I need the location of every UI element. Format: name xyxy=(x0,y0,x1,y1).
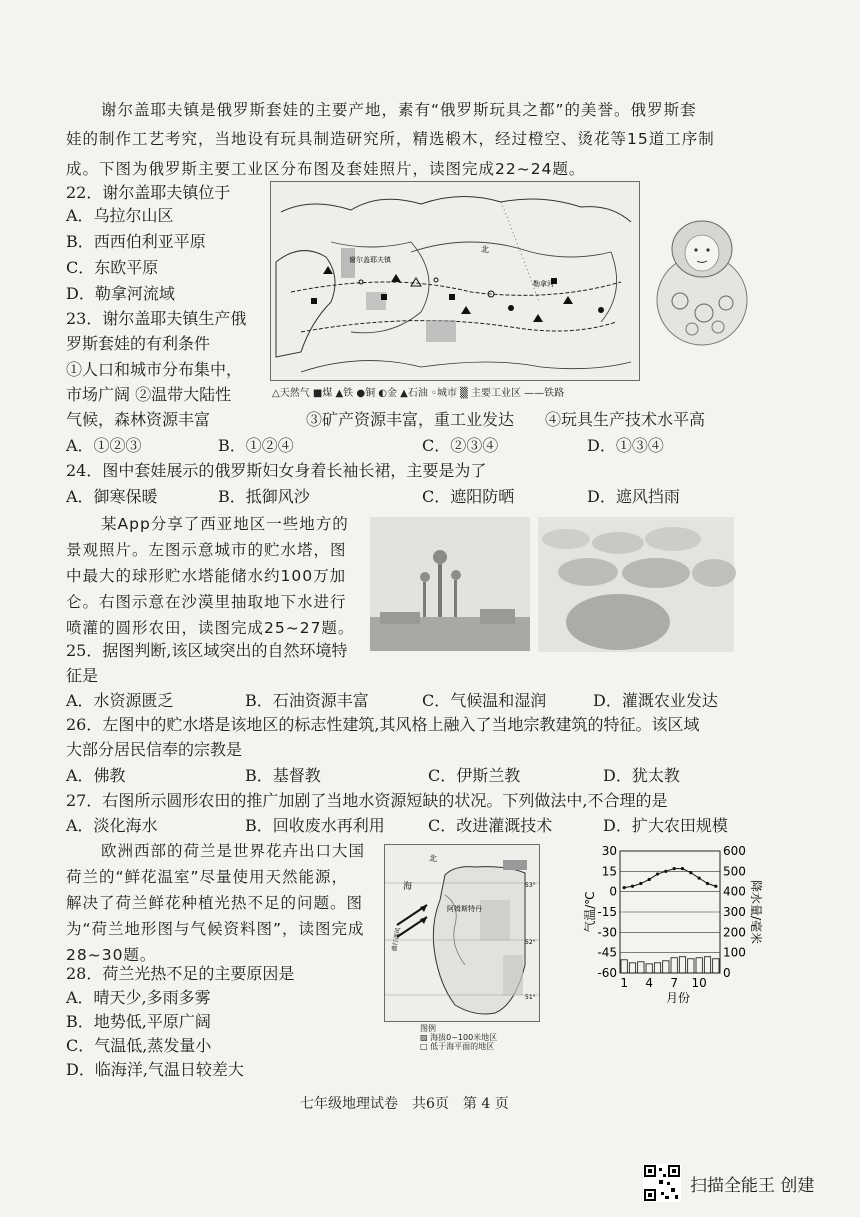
intro2-line-2: 景观照片。左图示意城市的贮水塔，图 xyxy=(66,541,347,559)
intro2-line-3: 中最大的球形贮水塔能储水约100万加 xyxy=(66,567,347,585)
y-axis-label: 气温/℃ xyxy=(583,891,597,933)
q22-option-b[interactable]: B．西西伯利亚平原 xyxy=(66,232,206,251)
precip-bar xyxy=(704,957,710,973)
y-right-axis-label: 降水量/毫米 xyxy=(749,879,763,945)
island-shape xyxy=(503,860,527,870)
y-right-tick-label: 600 xyxy=(723,844,746,858)
town-label: 谢尔盖耶夫镇 xyxy=(349,256,391,264)
q23-stem-2: 罗斯套娃的有利条件 xyxy=(66,334,211,353)
q23-option-d[interactable]: D．①③④ xyxy=(587,436,664,455)
nl-sea-label: 海 xyxy=(403,882,413,892)
intro3-line-3: 解决了荷兰鲜花种植光热不足的问题。图 xyxy=(66,894,364,912)
nl-lat-53: 53° xyxy=(525,882,536,889)
temperature-point xyxy=(648,878,651,881)
x-axis-label: 月份 xyxy=(665,991,691,1005)
q22-option-a[interactable]: A．乌拉尔山区 xyxy=(66,206,174,225)
q23-choice-4: ④玩具生产技术水平高 xyxy=(545,410,706,429)
precip-bar xyxy=(713,959,719,973)
temperature-point xyxy=(631,885,634,888)
x-tick-label: 10 xyxy=(691,976,707,990)
temperature-point xyxy=(698,877,701,880)
y-tick-label: -60 xyxy=(597,966,617,980)
temperature-point xyxy=(656,872,659,875)
qr-code-icon xyxy=(643,1164,681,1202)
north-label: 北 xyxy=(481,245,489,254)
nl-legend-1: ▨ 海拔0~100米地区 xyxy=(420,1033,498,1042)
russia-industry-map xyxy=(270,181,640,381)
lena-river-label: 勒拿河 xyxy=(533,280,554,288)
y-right-tick-label: 200 xyxy=(723,925,746,940)
precip-bar xyxy=(646,964,652,973)
nl-north-label: 北 xyxy=(429,854,437,863)
precip-bar xyxy=(696,958,702,973)
y-tick-label: 30 xyxy=(601,844,617,858)
industry-zone xyxy=(426,320,456,342)
q23-stem-1: 23．谢尔盖耶夫镇生产俄 xyxy=(66,309,247,328)
precip-bar xyxy=(621,960,627,973)
nl-wind-label: 盛行西风 xyxy=(390,927,403,952)
q23-option-c[interactable]: C．②③④ xyxy=(422,436,499,455)
y-tick-label: 0 xyxy=(609,884,617,899)
y-right-tick-label: 300 xyxy=(723,905,746,919)
nl-lat-51: 51° xyxy=(525,994,536,1001)
page-footer: 七年级地理试卷 共6页 第 4 页 xyxy=(300,1096,509,1112)
x-tick-label: 4 xyxy=(645,976,653,990)
y-tick-label: 15 xyxy=(601,864,617,879)
q24-option-c[interactable]: C．遮阳防晒 xyxy=(422,487,515,506)
y-right-tick-label: 100 xyxy=(723,945,746,960)
y-tick-label: -15 xyxy=(597,905,617,919)
intro2-line-5: 喷灌的圆形农田，读图完成25~27题。 xyxy=(66,619,355,637)
y-tick-label: -30 xyxy=(597,925,617,940)
q23-choice-1b: 市场广阔 ②温带大陆性 xyxy=(66,385,232,404)
q26-option-d[interactable]: D．犹太教 xyxy=(603,766,680,785)
nl-lat-52: 52° xyxy=(525,939,536,946)
q28-option-d[interactable]: D．临海洋,气温日较差大 xyxy=(66,1060,244,1079)
precip-bar xyxy=(679,957,685,973)
q27-stem: 27．右图所示圆形农田的推广加剧了当地水资源短缺的状况。下列做法中,不合理的是 xyxy=(66,791,668,810)
intro-line-2: 娃的制作工艺考究，当地设有玩具制造研究所，精选椴木，经过橙空、烫花等15道工序制 xyxy=(66,130,715,148)
q23-option-a[interactable]: A．①②③ xyxy=(66,436,142,455)
q27-option-d[interactable]: D．扩大农田规模 xyxy=(603,816,728,835)
temperature-point xyxy=(681,867,684,870)
circular-fields-photo xyxy=(538,517,734,652)
precip-bar xyxy=(638,962,644,973)
x-tick-label: 7 xyxy=(670,976,678,990)
precip-bar xyxy=(671,958,677,973)
netherlands-map xyxy=(384,844,540,1022)
y-right-tick-label: 0 xyxy=(723,966,731,980)
q23-choice-1: ①人口和城市分布集中， xyxy=(66,360,243,379)
q23-choice-3: ③矿产资源丰富，重工业发达 xyxy=(306,410,515,429)
temperature-point xyxy=(673,867,676,870)
precip-bar xyxy=(654,963,660,973)
y-right-tick-label: 500 xyxy=(723,864,746,879)
q27-option-a[interactable]: A．淡化海水 xyxy=(66,816,158,835)
q26-option-c[interactable]: C．伊斯兰教 xyxy=(428,766,521,785)
q26-stem-2: 大部分居民信奉的宗教是 xyxy=(66,740,243,759)
matryoshka-photo xyxy=(652,205,750,345)
q25-option-d[interactable]: D．灌溉农业发达 xyxy=(593,691,718,710)
y-tick-label: -45 xyxy=(597,945,617,960)
precip-bar xyxy=(688,959,694,973)
intro3-line-5: 28~30题。 xyxy=(66,946,157,964)
temperature-point xyxy=(714,885,717,888)
q25-option-c[interactable]: C．气候温和湿润 xyxy=(422,691,547,710)
water-tower-photo xyxy=(370,517,530,651)
intro2-line-4: 仑。右图示意在沙漠里抽取地下水进行 xyxy=(66,593,347,611)
q26-option-a[interactable]: A．佛教 xyxy=(66,766,126,785)
q28-stem: 28．荷兰光热不足的主要原因是 xyxy=(66,964,295,983)
q22-stem: 22．谢尔盖耶夫镇位于 xyxy=(66,183,231,202)
temperature-point xyxy=(639,882,642,885)
q24-option-a[interactable]: A．御寒保暖 xyxy=(66,487,158,506)
temperature-point xyxy=(706,882,709,885)
q25-stem-2: 征是 xyxy=(66,666,99,685)
intro3-line-2: 荷兰的“鲜花温室”尽量使用天然能源， xyxy=(66,868,349,886)
q26-option-b[interactable]: B．基督教 xyxy=(245,766,321,785)
q28-option-b[interactable]: B．地势低,平原广阔 xyxy=(66,1012,211,1031)
q28-option-c[interactable]: C．气温低,蒸发量小 xyxy=(66,1036,212,1055)
temperature-point xyxy=(623,886,626,889)
q22-option-c[interactable]: C．东欧平原 xyxy=(66,258,159,277)
q24-option-b[interactable]: B．抵御风沙 xyxy=(218,487,310,506)
q23-option-b[interactable]: B．①②④ xyxy=(218,436,294,455)
intro3-line-4: 为“荷兰地形图与气候资料图”，读图完成 xyxy=(66,920,365,938)
y-right-tick-label: 400 xyxy=(723,884,746,899)
russia-map-drawing xyxy=(271,182,639,380)
q24-option-d[interactable]: D．遮风挡雨 xyxy=(587,487,680,506)
nl-legend-2: □ 低于海平面的地区 xyxy=(420,1042,495,1051)
q27-option-b[interactable]: B．回收废水再利用 xyxy=(245,816,385,835)
q23-choice-2b: 气候，森林资源丰富 xyxy=(66,410,211,429)
intro-line-1: 谢尔盖耶夫镇是俄罗斯套娃的主要产地，素有“俄罗斯玩具之都”的美誉。俄罗斯套 xyxy=(101,101,697,119)
q24-stem: 24．图中套娃展示的俄罗斯妇女身着长袖长裙，主要是为了 xyxy=(66,461,487,480)
q25-option-b[interactable]: B．石油资源丰富 xyxy=(245,691,369,710)
nl-legend-title: 图例 xyxy=(420,1024,436,1033)
x-tick-label: 1 xyxy=(620,976,628,990)
intro-line-3: 成。下图为俄罗斯主要工业区分布图及套娃照片，读图完成22~24题。 xyxy=(66,160,586,178)
nl-city-label: 阿姆斯特丹 xyxy=(447,905,482,913)
temperature-point xyxy=(664,870,667,873)
q27-option-c[interactable]: C．改进灌溉技术 xyxy=(428,816,553,835)
climate-chart xyxy=(583,843,763,1018)
intro2-line-1: 某App分享了西亚地区一些地方的 xyxy=(101,515,349,533)
q25-stem-1: 25．据图判断,该区域突出的自然环境特 xyxy=(66,641,348,660)
q28-option-a[interactable]: A．晴天少,多雨多雾 xyxy=(66,988,211,1007)
precip-bar xyxy=(629,963,635,973)
intro3-line-1: 欧洲西部的荷兰是世界花卉出口大国 xyxy=(101,842,366,860)
q26-stem-1: 26．左图中的贮水塔是该地区的标志性建筑,其风格上融入了当地宗教建筑的特征。该区域 xyxy=(66,715,700,734)
precip-bar xyxy=(663,961,669,973)
temperature-point xyxy=(689,871,692,874)
russia-map-legend: △天然气 ■煤 ▲铁 ●铜 ◐金 ▲石油 ◦城市 ▒ 主要工业区 ——铁路 xyxy=(272,388,565,399)
q22-option-d[interactable]: D．勒拿河流域 xyxy=(66,284,175,303)
q25-option-a[interactable]: A．水资源匮乏 xyxy=(66,691,174,710)
scanner-watermark: 扫描全能王 创建 xyxy=(690,1176,815,1196)
